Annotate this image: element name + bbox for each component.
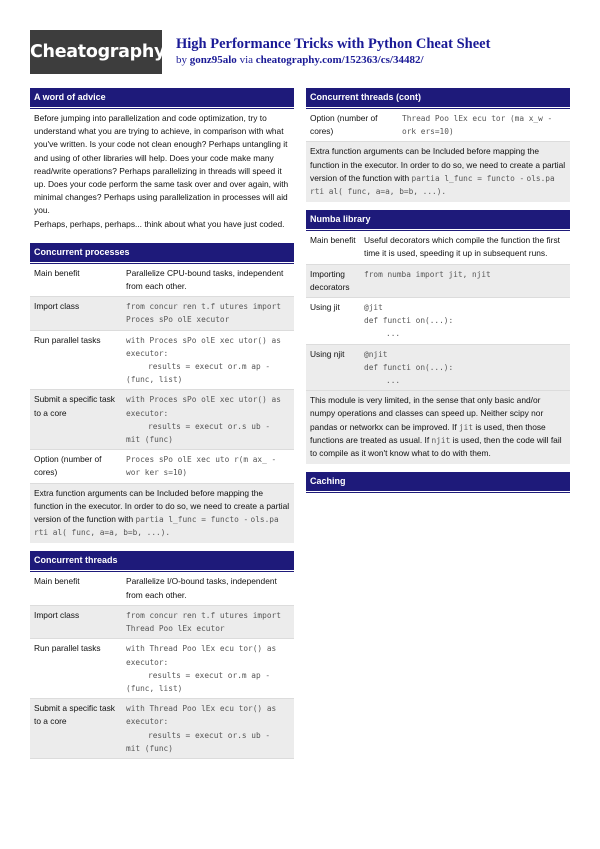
section-caching xyxy=(306,472,570,493)
section-title: Concurrent threads xyxy=(30,551,294,570)
section-title: A word of advice xyxy=(30,88,294,107)
threads-note xyxy=(306,142,570,202)
via-label: via xyxy=(239,54,254,66)
code-line: with Proces sPo olE xec utor() as xyxy=(126,395,281,405)
row-value xyxy=(122,699,294,759)
code-line: Thread Poo lEx ecutor xyxy=(126,624,225,634)
code-line: from numba import jit, njit xyxy=(364,269,491,279)
section-title: Concurrent threads (cont) xyxy=(306,88,570,107)
row-value xyxy=(360,344,570,391)
row-value xyxy=(398,109,570,142)
note-code: jit xyxy=(458,422,474,432)
table-row xyxy=(30,699,294,759)
row-key: Main benefit xyxy=(310,235,356,246)
row-key: Importing decorators xyxy=(306,264,360,297)
left-column xyxy=(30,88,294,767)
code-line: with Proces sPo olE xec utor() as xyxy=(126,335,281,345)
row-key: Main benefit xyxy=(34,267,80,278)
note-text: This module is very limited, in the sense that only basic and/or numpy operations and classes can speed up. Neither scipy nor pandas or networkx can be improved. If xyxy=(310,395,544,432)
note-text: Extra function arguments can be Included before mapping the function in the executor. In order to do so, we need to create a partial version of the function with xyxy=(34,487,290,525)
table-row xyxy=(30,297,294,330)
code-line: (func, list) xyxy=(126,683,183,693)
code-line: results = execut or.s ub - xyxy=(148,421,271,431)
row-value: Parallelize I/O-bound tasks, independent from each other. xyxy=(126,576,277,600)
code-line: def functi on(...): xyxy=(364,362,454,372)
section-title: Numba library xyxy=(306,210,570,229)
code-line: @jit xyxy=(364,303,383,313)
code-line: results = execut or.m ap - xyxy=(148,670,271,680)
code-line: wor ker s=10) xyxy=(126,468,188,478)
table-row xyxy=(306,231,570,264)
section-concurrent-processes xyxy=(30,243,294,544)
section-concurrent-threads-cont xyxy=(306,88,570,202)
code-line: Thread Poo lEx ecu tor (ma x_w - xyxy=(402,114,553,123)
numba-table xyxy=(306,231,570,391)
table-row xyxy=(306,298,570,345)
row-key: Main benefit xyxy=(34,576,80,587)
note-text: is used, then those functions are treated as usual. If xyxy=(310,421,546,445)
code-line: def functi on(...): xyxy=(364,316,454,326)
table-row xyxy=(306,344,570,391)
code-line: (func, list) xyxy=(126,375,183,385)
row-value xyxy=(122,297,294,330)
table-row xyxy=(306,264,570,297)
section-concurrent-threads xyxy=(30,551,294,758)
advice-text xyxy=(30,109,294,235)
code-line: executor: xyxy=(126,717,169,727)
row-value xyxy=(122,330,294,390)
sheet-url-link[interactable]: cheatography.com/152363/cs/34482/ xyxy=(255,54,424,66)
section-word-of-advice xyxy=(30,88,294,235)
section-title: Caching xyxy=(306,472,570,491)
code-line: Proces sPo olE xec uto r(m ax_ - xyxy=(126,455,277,465)
code-line: Proces sPo olE xecutor xyxy=(126,315,230,325)
processes-table xyxy=(30,264,294,484)
note-code: ols.pa rti al( func, a=a, b=b, ...). xyxy=(310,173,555,197)
page-title[interactable]: High Performance Tricks with Python Cheat Sheet xyxy=(176,36,491,52)
row-key: Submit a specific task to a core xyxy=(30,699,122,759)
table-row xyxy=(30,605,294,638)
note-text: Extra function arguments can be Included before mapping the function in the executor. In order to do so, we need to create a partial version of the function with xyxy=(310,146,566,183)
code-line: with Thread Poo lEx ecu tor() as xyxy=(126,704,277,714)
row-key: Import class xyxy=(30,297,122,330)
code-line: with Thread Poo lEx ecu tor() as xyxy=(126,644,277,654)
row-value xyxy=(122,450,294,483)
section-title: Concurrent processes xyxy=(30,243,294,262)
code-line: mit (func) xyxy=(126,743,173,753)
threads-table xyxy=(30,572,294,758)
advice-paragraph-2: Perhaps, perhaps, perhaps... think about what you have just coded. xyxy=(34,218,285,229)
table-row xyxy=(30,572,294,605)
row-value: Parallelize CPU-bound tasks, independent from each other. xyxy=(126,267,284,292)
code-line: executor: xyxy=(126,657,169,667)
row-key: Option (number of cores) xyxy=(34,454,102,478)
row-value xyxy=(122,639,294,699)
row-key: Run parallel tasks xyxy=(34,334,101,345)
cheatography-logo[interactable]: Cheatography xyxy=(30,30,162,74)
section-divider xyxy=(306,492,570,493)
code-line: @njit xyxy=(364,349,388,359)
advice-paragraph-1: Before jumping into parallelization and code optimization, try to understand what you are trying to achieve, in comparison with what you've written. Is your code not clean enough? Perhaps untangling it and using of other libraries will help. Does your code make many read/write operations? Perhaps parallelizing in threads will speed it up. Does your code perform the same task over and over again, with minimal changes? Perhaps using parallelization in processes will aid you. xyxy=(34,113,289,216)
table-row xyxy=(30,264,294,297)
row-key: Import class xyxy=(30,605,122,638)
table-row xyxy=(30,639,294,699)
note-code: partia l_func = functo - xyxy=(411,173,525,183)
code-line: from concur ren t.f utures import xyxy=(126,302,281,312)
code-line: mit (func) xyxy=(126,435,173,445)
code-line: ork ers=10) xyxy=(402,127,454,137)
byline xyxy=(176,54,424,66)
processes-note xyxy=(30,484,294,544)
row-value: Useful decorators which compile the function the first time it is used, speeding it up in subsequent runs. xyxy=(364,235,560,259)
code-line: executor: xyxy=(126,408,169,418)
note-text: is used, then the code will fail to compile as it won't know what to do with them. xyxy=(310,434,562,459)
numba-note xyxy=(306,391,570,464)
note-code: ols.pa rti al( func, a=a, b=b, ...). xyxy=(34,515,279,538)
table-row xyxy=(30,330,294,390)
table-row xyxy=(306,109,570,142)
section-numba-library xyxy=(306,210,570,464)
note-code: partia l_func = functo - xyxy=(135,515,249,525)
threads-cont-table xyxy=(306,109,570,142)
note-code: njit xyxy=(431,435,451,445)
row-key: Run parallel tasks xyxy=(34,643,101,654)
code-line: ... xyxy=(386,376,401,386)
table-row xyxy=(30,390,294,450)
by-label: by xyxy=(176,54,187,66)
code-line: results = execut or.m ap - xyxy=(148,362,271,372)
row-value xyxy=(122,390,294,450)
right-column xyxy=(306,88,570,501)
row-key: Using njit xyxy=(306,344,360,391)
code-line: from concur ren t.f utures import xyxy=(126,610,281,620)
code-line: results = execut or.s ub - xyxy=(148,730,271,740)
author-link[interactable]: gonz95alo xyxy=(189,54,237,66)
row-key: Submit a specific task to a core xyxy=(30,390,122,450)
code-line: executor: xyxy=(126,348,169,358)
row-key: Using jit xyxy=(310,302,340,313)
row-value xyxy=(360,298,570,345)
row-value xyxy=(360,264,570,297)
row-value xyxy=(122,605,294,638)
page-header xyxy=(0,0,600,84)
code-line: ... xyxy=(386,329,401,339)
table-row xyxy=(30,450,294,483)
row-key: Option (number of cores) xyxy=(310,113,378,137)
